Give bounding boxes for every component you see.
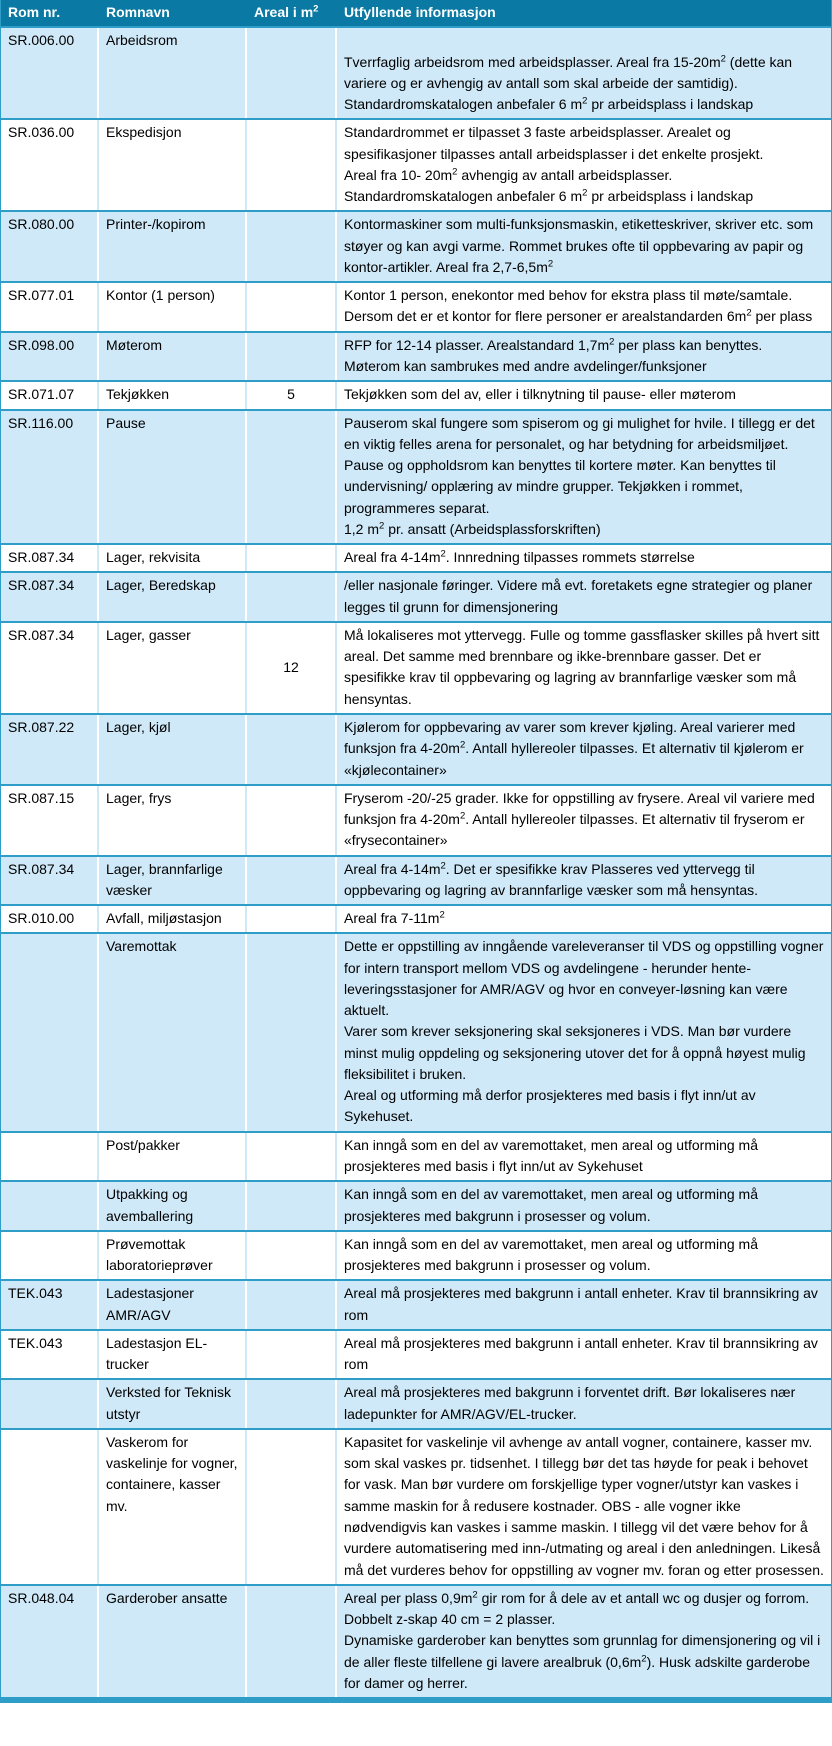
room-area	[245, 333, 335, 381]
room-area	[245, 1182, 335, 1230]
table-row	[1, 904, 831, 932]
room-info: Areal må prosjekteres med bakgrunn i forventet drift. Bør lokaliseres nær ladepunkter for AMR/AGV/EL-trucker.	[335, 1380, 831, 1428]
room-area	[245, 1331, 335, 1379]
table-row	[1, 380, 831, 408]
table-row	[1, 1329, 831, 1379]
room-info: Pauserom skal fungere som spiserom og gi mulighet for hvile. I tillegg er det en viktig felles arena for personalet, og har betydning for arbeidsmiljøet. Pause og oppholdsrom kan benyttes til kortere møter. Kan benyttes til undervisning/ opplæring av mindre grupper. Tekjøkken i rommet, programmeres separat. 1,2 $m^2$ pr. ansatt (Arbeidsplassforskriften)	[335, 411, 831, 544]
room-number: SR.036.00	[8, 124, 75, 141]
room-name: Pause	[97, 411, 245, 544]
room-number: SR.006.00	[8, 32, 75, 49]
room-info: Areal per plass $0,9m^2$ gir rom for å dele av et antall wc og dusjer og forrom. Dobbelt z-skap 40 cm = 2 plasser. Dynamiske garderober kan benyttes som grunnlag for dimensjonering og vil i de aller fleste tilfellene gi lavere arealbruk $(0,6m^2)$. Husk adskilte garderobe for damer og herrer.	[335, 1586, 831, 1697]
room-name: Prøvemottak laboratorieprøver	[97, 1232, 245, 1280]
room-area	[245, 212, 335, 281]
room-area: 5	[245, 382, 335, 408]
room-name: Post/pakker	[97, 1133, 245, 1181]
room-name: Kontor (1 person)	[97, 283, 245, 331]
room-name: Varemottak	[97, 934, 245, 1130]
room-area	[245, 573, 335, 621]
table-header	[1, 0, 831, 26]
room-number: SR.087.22	[8, 718, 75, 735]
room-name: Lager, Beredskap	[97, 573, 245, 621]
room-info: Areal fra $4-14m^2$. Innredning tilpasses rommets størrelse	[335, 545, 831, 571]
room-number: TEK.043	[8, 1285, 63, 1302]
room-info: Areal fra $7-11m^2$	[335, 906, 831, 932]
room-area	[245, 786, 335, 855]
room-number: SR.098.00	[8, 336, 75, 353]
room-info: Standardrommet er tilpasset 3 faste arbeidsplasser. Arealet og spesifikasjoner tilpasses antall arbeidsplasser i det enkelte prosjekt. Areal fra 10- $20m^2$ avhengig av antall arbeidsplasser. Standardromskatalogen anbefaler 6 $m^2$ pr arbeidsplass i landskap	[335, 120, 831, 210]
room-info: Areal må prosjekteres med bakgrunn i antall enheter. Krav til brannsikring av rom	[335, 1281, 831, 1329]
table-row	[1, 784, 831, 855]
room-info: Tekjøkken som del av, eller i tilknytning til pause- eller møterom	[335, 382, 831, 408]
room-area	[245, 1380, 335, 1428]
room-area	[245, 1281, 335, 1329]
room-number: SR.087.15	[8, 789, 75, 806]
room-area	[245, 28, 335, 118]
room-number: SR.087.34	[8, 549, 75, 566]
table-row	[1, 118, 831, 210]
room-area: 12	[245, 623, 335, 713]
room-name: Lager, rekvisita	[97, 545, 245, 571]
room-number: SR.116.00	[8, 414, 74, 431]
room-info: Fryserom -20/-25 grader. Ikke for oppstilling av frysere. Areal vil variere med funksjon fra $4-20m^2$. Antall hyllereoler tilpasses. Et alternativ til fryserom er «frysecontainer»	[335, 786, 831, 855]
room-info: /eller nasjonale føringer. Videre må evt. foretakets egne strategier og planer legges til grunn for dimensjonering	[335, 573, 831, 621]
room-info: Kan inngå som en del av varemottaket, men areal og utforming må prosjekteres med bakgrunn i prosesser og volum.	[335, 1232, 831, 1280]
room-number: SR.077.01	[8, 287, 75, 304]
room-area	[245, 120, 335, 210]
room-number: SR.087.34	[8, 860, 75, 877]
room-number: SR.080.00	[8, 216, 75, 233]
table-row	[1, 621, 831, 713]
room-name: Møterom	[97, 333, 245, 381]
room-name: Lager, frys	[97, 786, 245, 855]
room-name: Verksted for Teknisk utstyr	[97, 1380, 245, 1428]
table-row	[1, 1230, 831, 1280]
room-info: Areal må prosjekteres med bakgrunn i antall enheter. Krav til brannsikring av rom	[335, 1331, 831, 1379]
room-info: Kapasitet for vaskelinje vil avhenge av antall vogner, containere, kasser mv. som skal vaskes pr. tidsenhet. I tillegg bør det tas høyde for peak i behovet for vask. Man bør vurdere om forskjellige typer vogner/utstyr kan vaskes i samme maskin for å redusere kostnader. OBS - alle vogner ikke nødvendigvis kan vaskes i samme maskin. I tillegg vil det være behov for å vurdere automatisering med inn-/utmating og areal i den anledningen. Likeså må det vurderes behov for oppstilling av vogner mv. foran og etter prosessen.	[335, 1430, 831, 1584]
room-area	[245, 715, 335, 784]
column-header-areal: Areal i $m^2$	[245, 0, 335, 26]
room-name: Ladestasjon EL-trucker	[97, 1331, 245, 1379]
room-area	[245, 1133, 335, 1181]
room-name: Utpakking og avemballering	[97, 1182, 245, 1230]
table-row	[1, 1131, 831, 1181]
room-name: Ladestasjoner AMR/AGV	[97, 1281, 245, 1329]
table-row	[1, 571, 831, 621]
room-info: Kontor 1 person, enekontor med behov for ekstra plass til møte/samtale. Dersom det er et kontor for flere personer er arealstandarden $6m^2$ per plass	[335, 283, 831, 331]
table-body	[1, 26, 831, 1697]
table-row	[1, 210, 831, 281]
table-row	[1, 1180, 831, 1230]
table-row	[1, 1428, 831, 1584]
table-row	[1, 932, 831, 1130]
room-area	[245, 1586, 335, 1697]
room-area	[245, 934, 335, 1130]
table-row	[1, 331, 831, 381]
room-number: SR.087.34	[8, 577, 75, 594]
room-name: Arbeidsrom	[97, 28, 245, 118]
room-name: Vaskerom for vaskelinje for vogner, containere, kasser mv.	[97, 1430, 245, 1584]
table-row	[1, 713, 831, 784]
table-row	[1, 281, 831, 331]
room-area	[245, 1232, 335, 1280]
room-info: Kontormaskiner som multi-funksjonsmaskin, etiketteskriver, skriver etc. som støyer og kan avgi varme. Rommet brukes ofte til oppbevaring av papir og kontor-artikler. Areal fra $2,7-6,5m^2$	[335, 212, 831, 281]
room-info: Kjølerom for oppbevaring av varer som krever kjøling. Areal varierer med funksjon fra $4-20m^2$. Antall hyllereoler tilpasses. Et alternativ til kjølerom er «kjølecontainer»	[335, 715, 831, 784]
table-row	[1, 855, 831, 905]
room-area	[245, 545, 335, 571]
room-name: Garderober ansatte	[97, 1586, 245, 1697]
table-row	[1, 409, 831, 544]
room-number: SR.010.00	[8, 910, 75, 927]
table-row	[1, 1584, 831, 1697]
room-number	[1, 934, 97, 1130]
room-name: Avfall, miljøstasjon	[97, 906, 245, 932]
room-info: Areal fra $4-14m^2$. Det er spesifikke krav Plasseres ved yttervegg til oppbevaring og lagring av brannfarlige væsker som må hensyntas.	[335, 857, 831, 905]
room-number	[1, 1380, 97, 1428]
room-name: Tekjøkken	[97, 382, 245, 408]
room-area	[245, 906, 335, 932]
column-header-utfyllende-informasjon: Utfyllende informasjon	[335, 0, 831, 26]
table-row	[1, 1279, 831, 1329]
table-row	[1, 543, 831, 571]
column-header-rom-nr: Rom nr.	[8, 4, 61, 20]
room-info: Dette er oppstilling av inngående vareleveranser til VDS og oppstilling vogner for intern transport mellom VDS og avdelingene - herunder hente- leveringsstasjoner for AMR/AGV og hvor en conveyer-løsning kan være aktuelt. Varer som krever seksjonering skal seksjoneres i VDS. Man bør vurdere minst mulig oppdeling og seksjonering utover det for å oppnå høyest mulig fleksibilitet i bruken. Areal og utforming må derfor prosjekteres med basis i flyt inn/ut av Sykehuset.	[335, 934, 831, 1130]
room-name: Printer-/kopirom	[97, 212, 245, 281]
room-number	[1, 1182, 97, 1230]
room-name: Lager, brannfarlige væsker	[97, 857, 245, 905]
room-number: SR.087.34	[8, 626, 75, 643]
room-area	[245, 1430, 335, 1584]
room-number	[1, 1430, 97, 1584]
room-area	[245, 411, 335, 544]
room-name: Ekspedisjon	[97, 120, 245, 210]
table-row	[1, 1378, 831, 1428]
room-number: SR.048.04	[8, 1589, 75, 1606]
room-number: TEK.043	[8, 1334, 63, 1351]
room-number	[1, 1232, 97, 1280]
table-row	[1, 26, 831, 118]
room-number: SR.071.07	[8, 386, 75, 403]
room-info: Tverrfaglig arbeidsrom med arbeidsplasser. Areal fra $15-20m^2$ (dette kan variere og er avhengig av antall som skal arbeide der samtidig). Standardromskatalogen anbefaler 6 $m^2$ pr arbeidsplass i landskap	[335, 28, 831, 118]
room-info: Må lokaliseres mot yttervegg. Fulle og tomme gassflasker skilles på hvert sitt areal. Det samme med brennbare og ikke-brennbare gasser. Det er spesifikke krav til oppbevaring og lagring av brannfarlige væsker som må hensyntas.	[335, 623, 831, 713]
room-info: RFP for 12-14 plasser. Arealstandard $1,7m^2$ per plass kan benyttes. Møterom kan sambrukes med andre avdelinger/funksjoner	[335, 333, 831, 381]
room-name: Lager, kjøl	[97, 715, 245, 784]
room-info: Kan inngå som en del av varemottaket, men areal og utforming må prosjekteres med bakgrunn i prosesser og volum.	[335, 1182, 831, 1230]
column-header-romnavn: Romnavn	[97, 0, 245, 26]
room-name: Lager, gasser	[97, 623, 245, 713]
room-number	[1, 1133, 97, 1181]
room-area	[245, 857, 335, 905]
room-area	[245, 283, 335, 331]
room-info: Kan inngå som en del av varemottaket, men areal og utforming må prosjekteres med basis i flyt inn/ut av Sykehuset	[335, 1133, 831, 1181]
